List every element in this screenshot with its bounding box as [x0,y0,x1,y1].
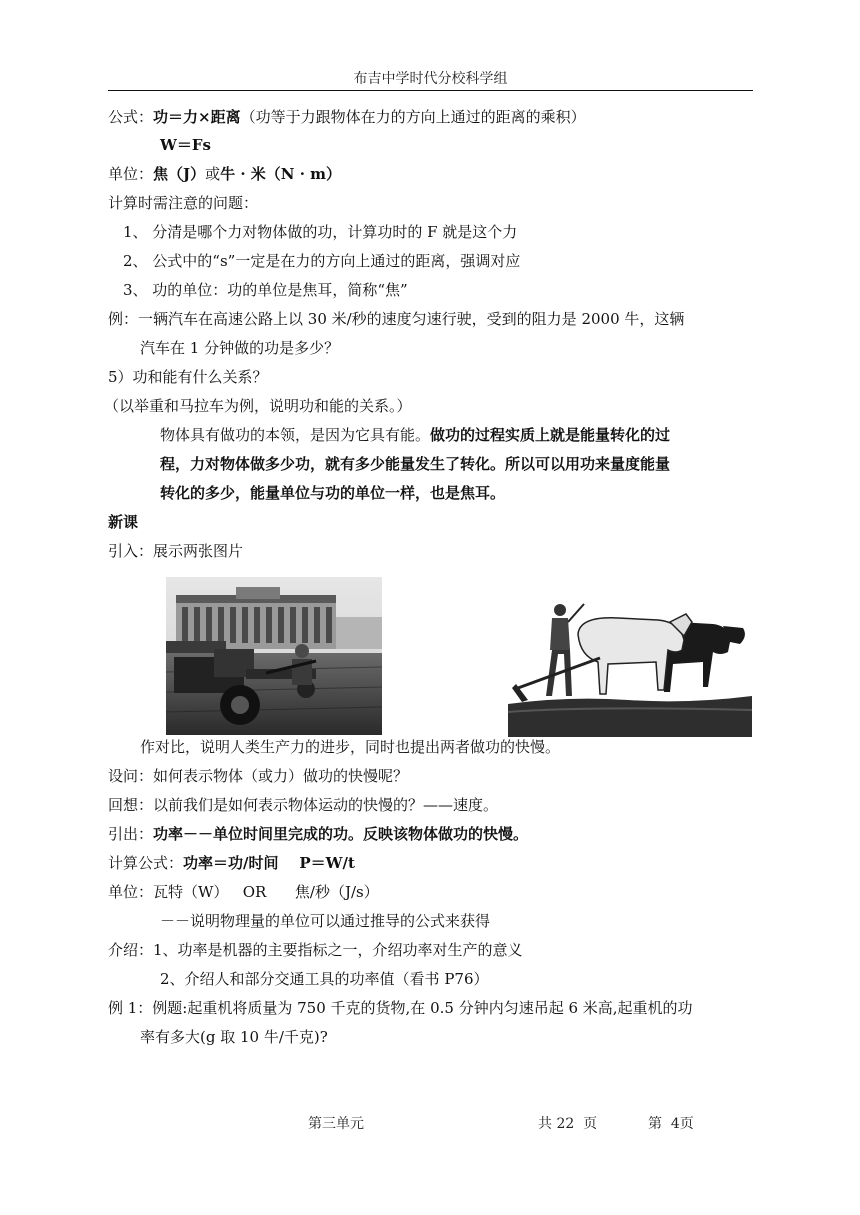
power-formula-line [108,852,758,874]
section-work-energy: 5）功和能有什么关系？ [108,368,268,386]
tractor-photo [166,577,382,735]
oxen-plowing-photo [508,592,752,737]
paragraph-line-2: 程，力对物体做多少功，就有多少能量发生了转化。所以可以用功来量度能量 [160,455,671,473]
question-line: 设问：如何表示物体（或力）做功的快慢呢？ [108,767,409,785]
footer-unit: 第三单元 [308,1116,364,1132]
intro-item-1: 介绍：1、功率是机器的主要指标之一，介绍功率对生产的意义 [108,941,523,959]
footer-total-pages: 共 22 页 [538,1116,598,1132]
footer-page-number: 第 4页 [648,1116,694,1132]
unit-or: 或 [205,165,221,183]
formula-bold: 功＝力×距离 [153,108,241,126]
example-line-1: 例：一辆汽车在高速公路上以 30 米/秒的速度匀速行驶，受到的阻力是 2000 牛，这辆 [108,310,685,328]
page-header: 布吉中学时代分校科学组 [353,71,508,87]
header-rule [108,90,753,91]
new-lesson-heading: 新课 [108,513,139,531]
example1-line-1: 例 1：例题:起重机将质量为 750 千克的货物,在 0.5 分钟内匀速吊起 6 米高,起重机的功 [108,999,693,1017]
notes-heading: 计算时需注意的问题： [108,194,259,212]
formula-line [108,106,758,128]
power-formula-bold: 功率＝功/时间 P＝W/t [183,854,355,872]
power-unit-line: 单位：瓦特（W） OR 焦/秒（J/s） [108,883,379,901]
comparison-line: 作对比，说明人类生产力的进步，同时也提出两者做功的快慢。 [140,738,561,756]
power-def-bold: 功率－－单位时间里完成的功。反映该物体做功的快慢。 [153,825,529,843]
paragraph-line-3: 转化的多少，能量单位与功的单位一样，也是焦耳。 [160,484,506,502]
formula-prefix: 公式： [108,108,154,126]
note-item-2: 2、 公式中的“s”一定是在力的方向上通过的距离，强调对应 [123,252,521,270]
formula-explanation: （功等于力跟物体在力的方向上通过的距离的乘积） [240,108,586,126]
intro-item-2: 2、介绍人和部分交通工具的功率值（看书 P76） [160,970,489,988]
unit-line [108,163,758,185]
note-item-1: 1、 分清是哪个力对物体做的功，计算功时的 F 就是这个力 [123,223,518,241]
example-line-2: 汽车在 1 分钟做的功是多少？ [140,339,340,357]
unit-prefix: 单位： [108,165,154,183]
paragraph-bold: 做功的过程实质上就是能量转化的过 [430,426,671,444]
formula-symbolic: W＝Fs [160,136,211,154]
intro-line: 引入：展示两张图片 [108,542,244,560]
paragraph-line-1 [160,424,810,446]
paragraph-normal: 物体具有做功的本领，是因为它具有能。 [160,426,431,444]
power-def-prefix: 引出： [108,825,154,843]
power-formula-prefix: 计算公式： [108,854,184,872]
recall-line: 回想：以前我们是如何表示物体运动的快慢的？——速度。 [108,796,499,814]
example1-line-2: 率有多大(g 取 10 牛/千克)? [140,1028,328,1046]
power-definition-line [108,823,758,845]
unit-derivation-note: －－说明物理量的单位可以通过推导的公式来获得 [160,912,491,930]
note-item-3: 3、 功的单位：功的单位是焦耳，简称“焦” [123,281,408,299]
unit-joule: 焦（J） [153,165,206,183]
work-energy-note: （以举重和马拉车为例，说明功和能的关系。） [104,397,412,415]
unit-newton-meter: 牛 · 米（N · m） [220,165,342,183]
